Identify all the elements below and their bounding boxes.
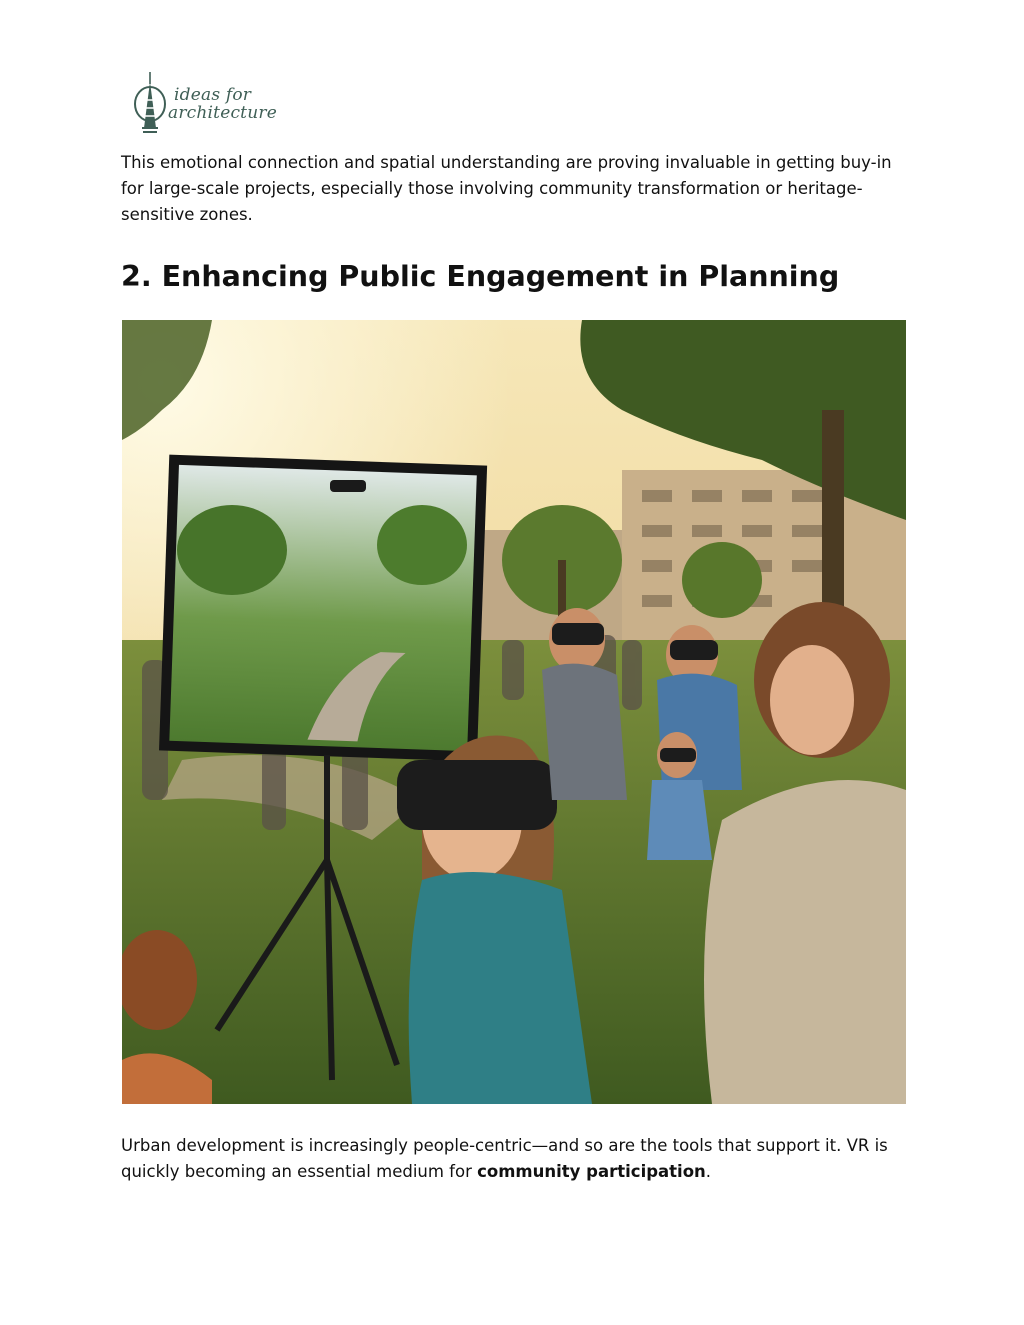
outro-end: .	[705, 1162, 712, 1181]
logo-wordmark	[168, 85, 277, 123]
logo-line-2: architecture	[168, 103, 277, 123]
vr-community-engagement-photo	[122, 320, 906, 1104]
outro-bold-phrase: community participation	[477, 1162, 706, 1181]
site-logo[interactable]	[130, 70, 277, 136]
outro-paragraph	[121, 1133, 911, 1185]
spire-tower-icon	[130, 70, 170, 136]
section-heading: 2. Enhancing Public Engagement in Planning	[121, 260, 840, 293]
logo-line-1: ideas for	[174, 85, 252, 105]
outro-text: Urban development is increasingly people-centric—and so are the tools that support it. VR is quickly becoming an essential medium for	[121, 1136, 888, 1181]
intro-paragraph: This emotional connection and spatial understanding are proving invaluable in getting buy-in for large-scale projects, especially those involving community transformation or heritage-sensitive zones.	[121, 153, 892, 224]
